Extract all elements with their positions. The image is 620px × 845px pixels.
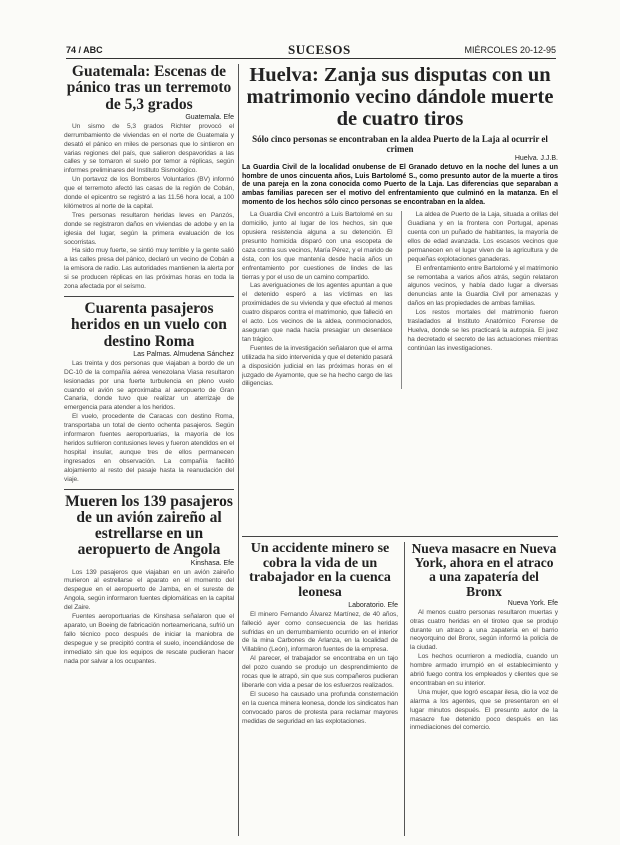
paragraph: El vuelo, procedente de Caracas con destino Roma, transportaba un total de ciento ochenta pasajeros. Según informaron fuentes aeroportuarias, la mayoría de los heridos sufrieron contusiones leves y fueron atendidos en el hospital insular, aunque tres de ellos permanecen ingresados en observación. La compañía facilitó alojamiento al resto del pasaje hasta la reanudación del viaje. xyxy=(64,413,234,483)
guatemala-body xyxy=(64,123,234,292)
paragraph: Ha sido muy fuerte, se sintió muy terrible y la gente salió a las calles presa del pánico, declaró un vecino de Cobán a la emisora de radio. Las autoridades mantienen la alerta por si se producen réplicas en las próximas horas en toda la zona afectada por el seísmo. xyxy=(64,247,234,291)
huelva-byline: Huelva. J.J.B. xyxy=(514,155,558,163)
nuevayork-headline: Nueva masacre en Nueva York, ahora en el atraco a una zapatería del Bronx xyxy=(411,542,557,599)
zaire-headline: Mueren los 139 pasajeros de un avión zaireño al estrellarse en un aeropuerto de Angola xyxy=(65,492,233,559)
paragraph: Los 139 pasajeros que viajaban en un avión zaireño murieron al estrellarse el aparato en el momento del despegue en el aeropuerto de Jamba, en el sureste de Angola, según informaron fuentes diplomáticas en la capital del Zaire. xyxy=(64,568,234,612)
column-rule xyxy=(238,64,239,836)
page-date: MIÉRCOLES 20-12-95 xyxy=(464,45,556,55)
paragraph: Fuentes aeroportuarias de Kinshasa señalaron que el aparato, un Boeing de fabricación norteamericana, sufrió un fallo técnico poco después de iniciar la maniobra de despegue y se precipitó contra el suelo, incendiándose de inmediato sin que los equipos de rescate pudieran hacer nada por salvar a los ocupantes. xyxy=(64,613,234,665)
zaire-body xyxy=(64,569,234,667)
paragraph: Los restos mortales del matrimonio fueron trasladados al Instituto Anatómico Forense de Huelva, donde se les practicará la autopsia. El juez ha decretado el secreto de las actuaciones mientras continúan las investigaciones. xyxy=(407,309,558,352)
huelva-lead: La Guardia Civil de la localidad onubense de El Granado detuvo en la noche del lunes a un hombre de unos cincuenta años, Luis Bartolomé S., como presunto autor de la muerte a tiros de una pareja en la zona conocida como Puerto de la Laja. Las diferencias que separaban a ambas familias parecen ser el motivo del enfrentamiento que culminó en la matanza. En el momento de los hechos sólo cinco personas se encontraban en la aldea. xyxy=(242,164,558,206)
huelva-headline: Huelva: Zanja sus disputas con un matrimonio vecino dándole muerte de cuatro tiros xyxy=(246,64,554,131)
paragraph: Las averiguaciones de los agentes apuntan a que el detenido esperó a las víctimas en las proximidades de su vivienda y que efectuó al menos cuatro disparos contra el matrimonio, que falleció en el acto. Los vecinos de la aldea, conmocionados, aseguran que nada hacía presagiar un desenlace tan trágico. xyxy=(242,282,393,343)
guatemala-byline: Guatemala. Efe xyxy=(185,113,234,121)
paragraph: El suceso ha causado una profunda consternación en la cuenca minera leonesa, donde los sindicatos han convocado paros de protesta para reclamar mayores medidas de seguridad en las explotaciones. xyxy=(242,690,398,725)
page-header xyxy=(66,44,556,59)
left-column xyxy=(64,64,234,836)
page-number: 74 / ABC xyxy=(66,45,103,55)
paragraph: El enfrentamiento entre Bartolomé y el matrimonio se remontaba a varios años atrás, según relataron algunos vecinos, y había dado lugar a diversas denuncias ante la Guardia Civil por amenazas y daños en las propiedades de ambas familias. xyxy=(407,264,558,308)
canarias-body xyxy=(64,360,234,485)
huelva-article xyxy=(242,64,558,534)
paragraph: Un sismo de 5,3 grados Richter provocó el derrumbamiento de viviendas en el norte de Guatemala y desató el pánico en miles de personas que lo sintieron en varias regiones del país, que salieron despavoridas a las calles y se tomaron el suelo por temor a réplicas, según informes preliminares del Instituto Sismológico. xyxy=(64,122,234,175)
huelva-body-right xyxy=(401,211,559,389)
paragraph: Una mujer, que logró escapar ilesa, dio la voz de alarma a los agentes, que se presentaron en el lugar minutos después. El presunto autor de la masacre fue detenido poco después en las inmediaciones del comercio. xyxy=(410,688,558,732)
nuevayork-body xyxy=(410,609,558,734)
paragraph: Los hechos ocurrieron a mediodía, cuando un hombre armado irrumpió en el establecimiento y abrió fuego contra los empleados y clientes que se encontraban en su interior. xyxy=(410,653,558,687)
paragraph: Tres personas resultaron heridas leves en Panzós, donde se registraron daños en viviendas de adobe y en la iglesia del lugar, según la primera evaluación de los socorristas. xyxy=(64,211,234,246)
nuevayork-byline: Nueva York. Efe xyxy=(507,599,558,607)
canarias-byline: Las Palmas. Almudena Sánchez xyxy=(133,350,234,358)
paragraph: Al menos cuatro personas resultaron muertas y otras cuatro heridas en el tiroteo que se produjo durante un atraco a una zapatería en el barrio neoyorquino del Bronx, según informó la policía de la ciudad. xyxy=(410,608,558,652)
section-title: SUCESOS xyxy=(288,42,351,57)
paragraph: Fuentes de la investigación señalaron que el arma utilizada ha sido intervenida y que el detenido pasará a disposición judicial en las próximas horas en el juzgado de Ayamonte, que se ha hecho cargo de las diligencias. xyxy=(242,344,393,388)
paragraph: Las treinta y dos personas que viajaban a bordo de un DC-10 de la compañía aérea venezolana Viasa resultaron lesionadas por una fuerte turbulencia en pleno vuelo cuando el avión se aproximaba al aeropuerto de Gran Canaria, donde tuvo que realizar un aterrizaje de emergencia para atender a los heridos. xyxy=(64,359,234,412)
guatemala-article xyxy=(64,64,234,292)
paragraph: El minero Fernando Álvarez Martínez, de 40 años, falleció ayer como consecuencia de las heridas sufridas en un derrumbamiento ocurrido en el interior de la mina Carbones de Arlanza, en la localidad de Villablino (León), informaron fuentes de la empresa. xyxy=(242,610,398,654)
guatemala-headline: Guatemala: Escenas de pánico tras un terremoto de 5,3 grados xyxy=(66,64,232,113)
huelva-subtitle: Sólo cinco personas se encontraban en la aldea Puerto de la Laja al ocurrir el crimen xyxy=(252,134,548,154)
minero-article xyxy=(242,542,398,836)
huelva-columns xyxy=(242,211,558,389)
huelva-body-left xyxy=(242,211,393,389)
zaire-byline: Kinshasa. Efe xyxy=(190,559,234,567)
canarias-article xyxy=(64,301,234,484)
paragraph: Al parecer, el trabajador se encontraba en un tajo del pozo cuando se produjo un desprendimiento de rocas que le atrapó, sin que sus compañeros pudieran liberarle con vida a pesar de los esfuerzos realizados. xyxy=(242,655,398,689)
minero-body xyxy=(242,611,398,727)
divider xyxy=(64,296,234,297)
minero-headline: Un accidente minero se cobra la vida de un trabajador en la cuenca leonesa xyxy=(249,542,391,601)
paragraph: La aldea de Puerto de la Laja, situada a orillas del Guadiana y en la frontera con Portugal, apenas cuenta con un puñado de habitantes, la mayoría de ellos de edad avanzada. Los escasos vecinos que permanecen en el lugar viven de la agricultura y de pequeñas explotaciones ganaderas. xyxy=(407,211,558,263)
canarias-headline: Cuarenta pasajeros heridos en un vuelo con destino Roma xyxy=(71,300,227,350)
divider xyxy=(242,536,558,537)
nuevayork-article xyxy=(410,542,558,836)
zaire-article xyxy=(64,494,234,667)
divider xyxy=(64,489,234,490)
paragraph: Un portavoz de los Bomberos Voluntarios (BV) informó que el terremoto afectó las casas de la región de Cobán, donde el epicentro se registró a las 11.56 hora local, a 100 kilómetros al norte de la capital. xyxy=(64,176,234,210)
minero-byline: Laboratorio. Efe xyxy=(348,601,398,609)
paragraph: La Guardia Civil encontró a Luis Bartolomé en su domicilio, junto al lugar de los hechos, sin que opusiera resistencia alguna a su detención. El presunto homicida disparó con una escopeta de caza contra sus vecinos, María Pérez, y el marido de ésta, con los que mantenía desde hacía años un enfrentamiento por cuestiones de lindes de las tierras y por el uso de un camino compartido. xyxy=(242,211,393,281)
column-rule xyxy=(404,542,405,836)
